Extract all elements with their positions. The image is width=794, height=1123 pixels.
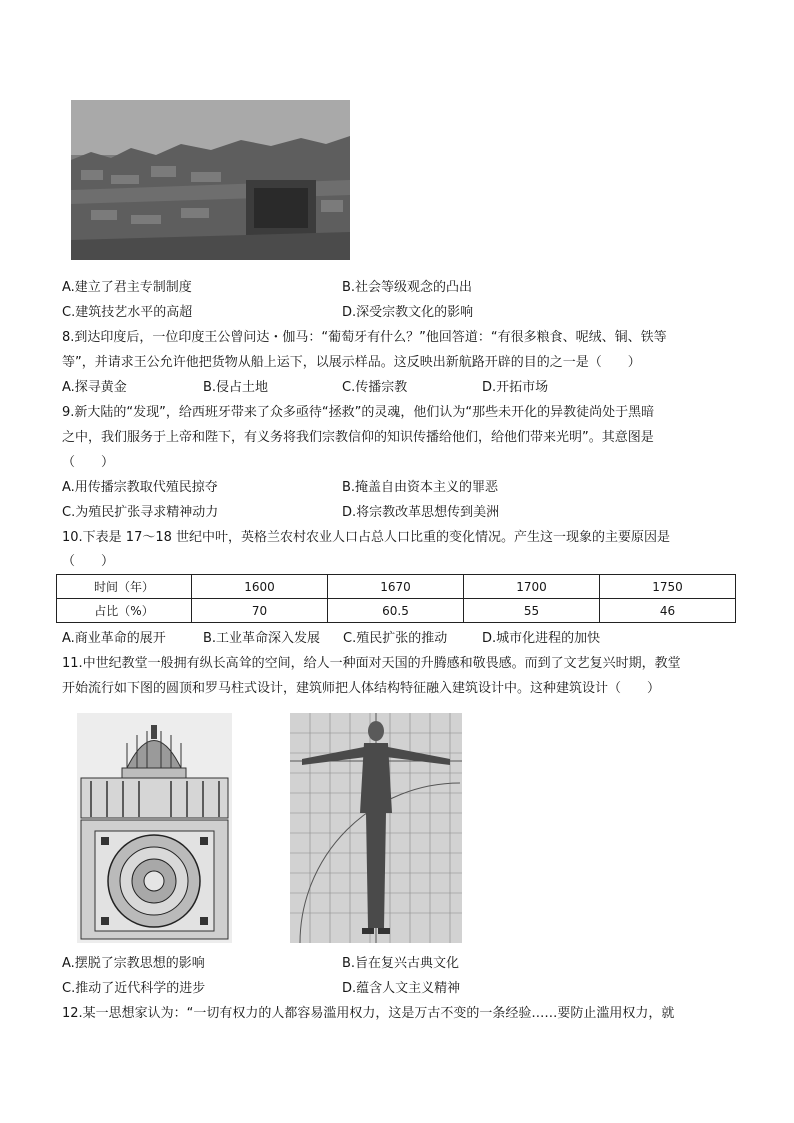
q10-option-c: C.殖民扩张的推动 <box>343 631 448 646</box>
q9-option-d: D.将宗教改革思想传到美洲 <box>342 505 500 520</box>
q11-option-a: A.摆脱了宗教思想的影响 <box>62 956 205 971</box>
table-cell: 55 <box>464 599 600 623</box>
q9-stem-line3: （ ） <box>62 455 115 470</box>
table-cell: 1750 <box>600 575 736 599</box>
table-row <box>57 575 736 599</box>
q10-option-a: A.商业革命的展开 <box>62 631 166 646</box>
q11-stem-line2: 开始流行如下图的圆顶和罗马柱式设计，建筑师把人体结构特征融入建筑设计中。这种建筑设计（ ） <box>62 681 661 696</box>
q11-option-c: C.推动了近代科学的进步 <box>62 981 206 996</box>
q10-option-b: B.工业革命深入发展 <box>203 631 321 646</box>
q7-option-c: C.建筑技艺水平的高超 <box>62 305 193 320</box>
q7-option-d: D.深受宗教文化的影响 <box>342 305 474 320</box>
dome-architecture-drawing <box>77 713 232 943</box>
q9-option-a: A.用传播宗教取代殖民掠夺 <box>62 480 218 495</box>
q9-stem-line2: 之中，我们服务于上帝和陛下，有义务将我们宗教信仰的知识传播给他们，给他们带来光明”。其意图是 <box>62 430 654 445</box>
table-row <box>57 599 736 623</box>
q9-option-c: C.为殖民扩张寻求精神动力 <box>62 505 219 520</box>
table-cell: 46 <box>600 599 736 623</box>
q8-option-c: C.传播宗教 <box>342 380 408 395</box>
table-cell: 1670 <box>328 575 464 599</box>
q8-stem-line1: 8.到达印度后，一位印度王公曾问达・伽马：“葡萄牙有什么？”他回答道：“有很多粮食、呢绒、铜、铁等 <box>62 330 667 345</box>
table-cell: 1600 <box>192 575 328 599</box>
q8-option-a: A.探寻黄金 <box>62 380 127 395</box>
q9-option-b: B.掩盖自由资本主义的罪恶 <box>342 480 499 495</box>
table-header-cell: 占比（%） <box>57 599 192 623</box>
q12-stem-line1: 12.某一思想家认为：“一切有权力的人都容易滥用权力，这是万古不变的一条经验……要防止滥用权力，就 <box>62 1006 675 1021</box>
q10-stem-line1: 10.下表是 17～18 世纪中叶，英格兰农村农业人口占总人口比重的变化情况。产生这一现象的主要原因是 <box>62 530 671 545</box>
q9-stem-line1: 9.新大陆的“发现”，给西班牙带来了众多亟待“拯救”的灵魂，他们认为“那些未开化的异教徒尚处于黑暗 <box>62 405 655 420</box>
population-table <box>56 574 736 623</box>
q10-stem-line2: （ ） <box>62 554 115 569</box>
q11-stem-line1: 11.中世纪教堂一般拥有纵长高耸的空间，给人一种面对天国的升腾感和敬畏感。而到了文艺复兴时期，教堂 <box>62 656 681 671</box>
q8-option-b: B.侵占土地 <box>203 380 269 395</box>
stone-ruins-photo <box>71 100 350 260</box>
table-cell: 70 <box>192 599 328 623</box>
human-proportion-drawing <box>290 713 462 943</box>
q11-option-b: B.旨在复兴古典文化 <box>342 956 460 971</box>
table-cell: 1700 <box>464 575 600 599</box>
table-header-cell: 时间（年） <box>57 575 192 599</box>
q7-option-a: A.建立了君主专制制度 <box>62 280 192 295</box>
q7-option-b: B.社会等级观念的凸出 <box>342 280 473 295</box>
q8-stem-line2: 等”，并请求王公允许他把货物从船上运下，以展示样品。这反映出新航路开辟的目的之一是（ ） <box>62 355 641 370</box>
table-cell: 60.5 <box>328 599 464 623</box>
q8-option-d: D.开拓市场 <box>482 380 549 395</box>
q10-option-d: D.城市化进程的加快 <box>482 631 601 646</box>
q11-option-d: D.蕴含人文主义精神 <box>342 981 461 996</box>
